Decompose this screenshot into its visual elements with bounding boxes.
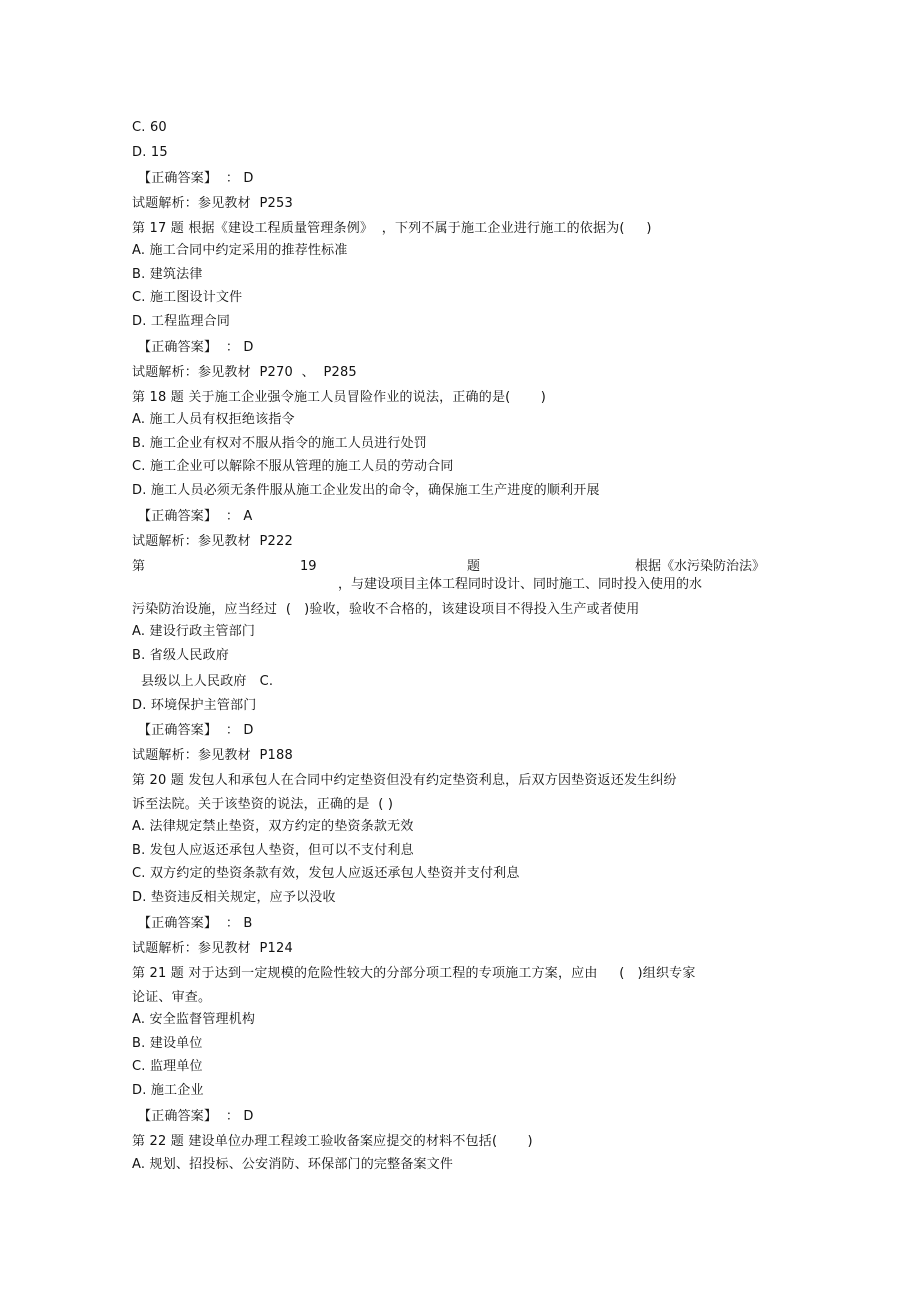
option-d-q20: D. 垫资违反相关规定，应予以没收	[132, 890, 336, 905]
option-c-q21: C. 监理单位	[132, 1059, 203, 1074]
option-a-q18: A. 施工人员有权拒绝该指令	[132, 412, 295, 427]
option-c-q18: C. 施工企业可以解除不服从管理的施工人员的劳动合同	[132, 459, 454, 474]
option-d-q18: D. 施工人员必须无条件服从施工企业发出的命令，确保施工生产进度的顺利开展	[132, 483, 600, 498]
answer-q18: 【正确答案】 ： A	[138, 509, 253, 524]
option-c-q17: C. 施工图设计文件	[132, 290, 243, 305]
question-21-line-2: 论证、审查。	[132, 990, 212, 1005]
question-19-law: 根据《水污染防治法》	[635, 559, 766, 574]
answer-q21: 【正确答案】 ： D	[138, 1109, 254, 1124]
answer-q17: 【正确答案】 ： D	[138, 340, 254, 355]
analysis-q16: 试题解析：参见教材 P253	[132, 196, 293, 211]
question-22: 第 22 题 建设单位办理工程竣工验收备案应提交的材料不包括( )	[132, 1134, 533, 1149]
option-b-q19: B. 省级人民政府	[132, 648, 229, 663]
answer-q20: 【正确答案】 ： B	[138, 916, 253, 931]
option-a-q20: A. 法律规定禁止垫资，双方约定的垫资条款无效	[132, 819, 414, 834]
question-19-text-2: 污染防治设施，应当经过 ( )验收，验收不合格的，该建设项目不得投入生产或者使用	[132, 602, 640, 617]
question-17: 第 17 题 根据《建设工程质量管理条例》 ，下列不属于施工企业进行施工的依据为( )	[132, 221, 652, 236]
option-c-q20: C. 双方约定的垫资条款有效，发包人应返还承包人垫资并支付利息	[132, 866, 520, 881]
option-b-q17: B. 建筑法律	[132, 267, 203, 282]
option-a-q21: A. 安全监督管理机构	[132, 1012, 256, 1027]
question-20-line-2: 诉至法院。关于该垫资的说法，正确的是 ( )	[132, 797, 394, 812]
question-21-line-1: 第 21 题 对于达到一定规模的危险性较大的分部分项工程的专项施工方案，应由 ( )组织专家	[132, 966, 696, 981]
question-19-prefix: 第	[132, 559, 146, 574]
analysis-q19: 试题解析：参见教材 P188	[132, 748, 293, 763]
option-c-q19: 县级以上人民政府 C.	[141, 674, 274, 689]
option-b-q21: B. 建设单位	[132, 1036, 203, 1051]
option-a-q22: A. 规划、招投标、公安消防、环保部门的完整备案文件	[132, 1157, 454, 1172]
option-b-q20: B. 发包人应返还承包人垫资，但可以不支付利息	[132, 843, 414, 858]
option-a-q17: A. 施工合同中约定采用的推荐性标准	[132, 243, 348, 258]
option-b-q18: B. 施工企业有权对不服从指令的施工人员进行处罚	[132, 436, 427, 451]
answer-q16: 【正确答案】 ： D	[138, 171, 254, 186]
question-18: 第 18 题 关于施工企业强令施工人员冒险作业的说法，正确的是( )	[132, 390, 547, 405]
option-d-q17: D. 工程监理合同	[132, 314, 231, 329]
option-d-q16: D. 15	[132, 145, 168, 160]
question-19-text-1: ，与建设项目主体工程同时设计、同时施工、同时投入使用的水	[338, 577, 703, 592]
option-d-q19: D. 环境保护主管部门	[132, 698, 257, 713]
analysis-q20: 试题解析：参见教材 P124	[132, 941, 293, 956]
option-a-q19: A. 建设行政主管部门	[132, 624, 256, 639]
option-c-q16: C. 60	[132, 120, 167, 135]
question-19-label: 题	[467, 559, 481, 574]
option-d-q21: D. 施工企业	[132, 1083, 204, 1098]
question-19-number: 19	[300, 559, 317, 574]
analysis-q17: 试题解析：参见教材 P270 、 P285	[132, 365, 357, 380]
answer-q19: 【正确答案】 ： D	[138, 723, 254, 738]
question-20-line-1: 第 20 题 发包人和承包人在合同中约定垫资但没有约定垫资利息，后双方因垫资返还发生纠纷	[132, 773, 677, 788]
analysis-q18: 试题解析：参见教材 P222	[132, 534, 293, 549]
